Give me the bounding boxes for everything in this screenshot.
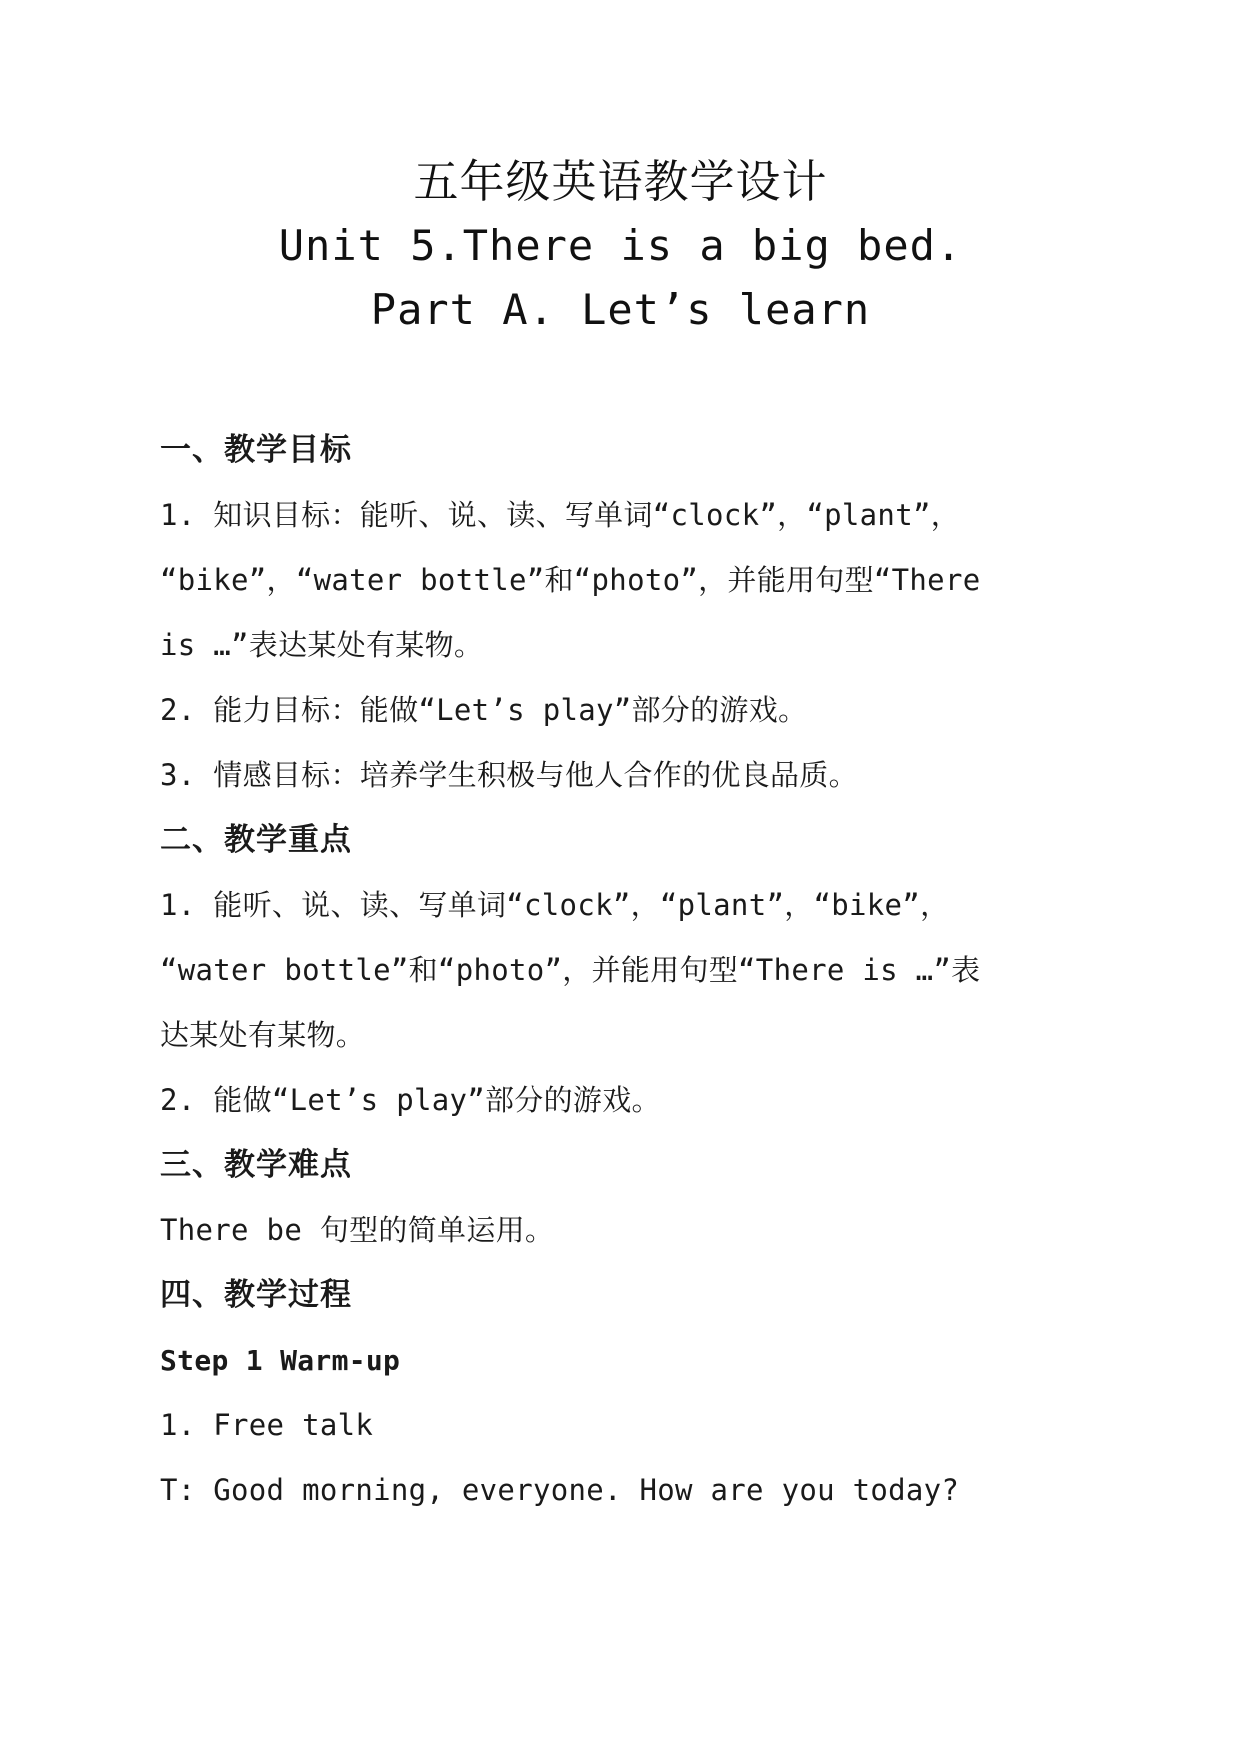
document-body bbox=[160, 418, 1110, 1523]
section-heading-objectives: 一、教学目标 bbox=[160, 432, 352, 468]
section-heading-key-points: 二、教学重点 bbox=[160, 822, 352, 858]
objective-item-1-line-3: is …”表达某处有某物。 bbox=[160, 628, 484, 662]
key-point-item-2: 2. 能做“Let’s play”部分的游戏。 bbox=[160, 1083, 661, 1117]
section-heading-difficulties: 三、教学难点 bbox=[160, 1147, 352, 1183]
key-point-item-1-line-2: “water bottle”和“photo”，并能用句型“There is …”表 bbox=[160, 953, 981, 987]
unit-title: Unit 5.There is a big bed. bbox=[278, 221, 963, 270]
difficulty-text: There be 句型的简单运用。 bbox=[160, 1213, 555, 1247]
process-item-1: 1. Free talk bbox=[160, 1408, 374, 1442]
section-heading-process: 四、教学过程 bbox=[160, 1277, 352, 1313]
document-title-block bbox=[0, 150, 1241, 342]
objective-item-1-line-1: 1. 知识目标：能听、说、读、写单词“clock”，“plant”， bbox=[160, 498, 961, 532]
objective-item-2: 2. 能力目标：能做“Let’s play”部分的游戏。 bbox=[160, 693, 808, 727]
process-dialogue-1: T: Good morning, everyone. How are you today? bbox=[160, 1473, 960, 1507]
key-point-item-1-line-1: 1. 能听、说、读、写单词“clock”，“plant”，“bike”， bbox=[160, 888, 950, 922]
objective-item-1-line-2: “bike”，“water bottle”和“photo”，并能用句型“There bbox=[160, 563, 981, 597]
key-point-item-1-line-3: 达某处有某物。 bbox=[160, 1018, 366, 1052]
process-step-1: Step 1 Warm-up bbox=[160, 1344, 401, 1377]
part-title: Part A. Let’s learn bbox=[370, 285, 871, 334]
objective-item-3: 3. 情感目标：培养学生积极与他人合作的优良品质。 bbox=[160, 758, 858, 792]
document-title: 五年级英语教学设计 bbox=[413, 155, 828, 208]
